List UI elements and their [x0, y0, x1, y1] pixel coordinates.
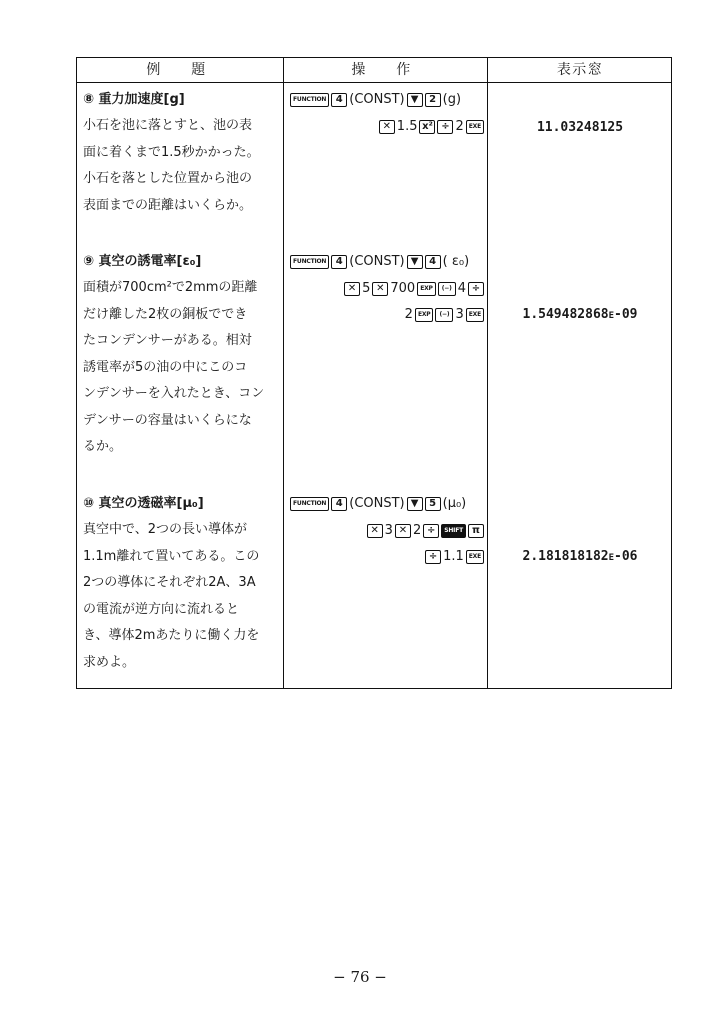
result-exponent: -06 — [614, 549, 638, 564]
square-key: x² — [419, 120, 435, 134]
key-sequence-line — [283, 518, 487, 545]
result-mantissa: 1.549482868 — [522, 307, 609, 322]
example-8 — [83, 87, 283, 219]
key-note: (CONST) — [349, 254, 405, 269]
example-line: 面積が700cm²で2mmの距離 — [83, 280, 258, 295]
function-key: FUNCTION — [290, 497, 329, 511]
negative-key: (−) — [435, 308, 453, 322]
example-line: 1.1m離れて置いてある。この — [83, 548, 260, 564]
example-line: 2つの導体にそれぞれ2A、3A — [83, 575, 256, 590]
key-sequence-line — [283, 87, 487, 114]
example-line: デンサーの容量はいくらにな — [83, 412, 252, 428]
example-line: 真空中で、2つの長い導体が — [83, 522, 248, 537]
down-arrow-key: ▼ — [407, 255, 423, 269]
key-number: 3 — [455, 307, 464, 322]
key-2: 2 — [425, 93, 441, 107]
key-sequence-line — [283, 544, 487, 571]
display-result-10 — [487, 549, 673, 564]
example-line: 表面までの距離はいくらか。 — [83, 197, 253, 213]
key-note: (μ₀) — [442, 496, 467, 511]
exe-key: EXE — [466, 120, 484, 134]
example-line: ンデンサーを入れたとき、コン — [83, 386, 265, 401]
example-line: 誘電率が5の油の中にこのコ — [83, 359, 248, 375]
example-table — [76, 57, 672, 689]
header-divider — [77, 82, 671, 83]
shift-key: SHIFT — [441, 524, 466, 538]
display-result-9 — [487, 307, 673, 322]
header-example: 例 題 — [146, 62, 214, 78]
key-4: 4 — [331, 255, 347, 269]
example-9 — [83, 249, 283, 461]
key-sequence-line — [283, 276, 487, 303]
key-note: (CONST) — [349, 92, 405, 107]
example-10 — [83, 491, 283, 676]
exe-key: EXE — [466, 308, 484, 322]
display-result-8: 11.03248125 — [536, 120, 624, 135]
function-key: FUNCTION — [290, 93, 329, 107]
divide-key: ÷ — [425, 550, 441, 564]
example-line: 求めよ。 — [83, 654, 136, 670]
key-5: 5 — [425, 497, 441, 511]
key-sequence-line — [283, 491, 487, 518]
example-line: の電流が逆方向に流れると — [83, 601, 240, 617]
key-number: 4 — [457, 280, 466, 296]
result-exponent-mark: E — [608, 553, 615, 563]
key-number: 1.1 — [443, 549, 464, 564]
key-number: 5 — [362, 280, 371, 296]
multiply-key: ✕ — [367, 524, 383, 538]
key-sequence-line — [283, 249, 487, 276]
result-mantissa: 2.181818182 — [522, 549, 609, 564]
key-4: 4 — [331, 93, 347, 107]
example-title: ⑨ 真空の誘電率[ε₀] — [83, 254, 202, 269]
down-arrow-key: ▼ — [407, 93, 423, 107]
function-key: FUNCTION — [290, 255, 329, 269]
key-number: 1.5 — [396, 118, 418, 134]
key-4: 4 — [331, 497, 347, 511]
key-sequence-line — [283, 114, 487, 141]
multiply-key: ✕ — [372, 282, 388, 296]
key-note: ( ε₀) — [442, 254, 470, 269]
exp-key: EXP — [417, 282, 436, 296]
operation-9 — [283, 249, 487, 329]
header-operation: 操 作 — [351, 62, 419, 78]
column-divider — [487, 58, 488, 688]
multiply-key: ✕ — [379, 120, 395, 134]
example-line: 小石を池に落とすと、池の表 — [83, 118, 253, 133]
divide-key: ÷ — [468, 282, 484, 296]
key-number: 2 — [412, 522, 422, 538]
key-sequence-line — [283, 302, 487, 329]
result-exponent: -09 — [614, 307, 638, 322]
key-number: 700 — [390, 280, 416, 296]
key-number: 2 — [404, 307, 413, 322]
key-4: 4 — [425, 255, 441, 269]
key-note: (CONST) — [349, 496, 405, 511]
example-line: たコンデンサーがある。相対 — [83, 333, 252, 348]
operation-10 — [283, 491, 487, 571]
exe-key: EXE — [466, 550, 484, 564]
key-number: 3 — [384, 522, 393, 538]
multiply-key: ✕ — [344, 282, 360, 296]
example-title: ⑩ 真空の透磁率[μ₀] — [83, 496, 204, 511]
operation-8 — [283, 87, 487, 140]
header-display: 表示窓 — [556, 62, 604, 78]
example-line: 面に着くまで1.5秒かかった。 — [83, 144, 260, 160]
divide-key: ÷ — [423, 524, 439, 538]
multiply-key: ✕ — [395, 524, 411, 538]
divide-key: ÷ — [437, 120, 453, 134]
result-exponent-mark: E — [608, 311, 615, 321]
negative-key: (−) — [438, 282, 456, 296]
example-title: ⑧ 重力加速度[g] — [83, 92, 185, 107]
key-number: 2 — [455, 118, 464, 134]
example-line: 小石を落とした位置から池の — [83, 171, 253, 186]
column-divider — [283, 58, 284, 688]
down-arrow-key: ▼ — [407, 497, 423, 511]
key-note: (g) — [442, 92, 462, 107]
example-line: るか。 — [83, 439, 123, 454]
exp-key: EXP — [415, 308, 434, 322]
pi-key: π — [468, 524, 484, 538]
example-line: だけ離した2枚の銅板ででき — [83, 306, 248, 322]
page-number: − 76 − — [333, 968, 387, 986]
example-line: き、導体2mあたりに働く力を — [83, 628, 260, 643]
